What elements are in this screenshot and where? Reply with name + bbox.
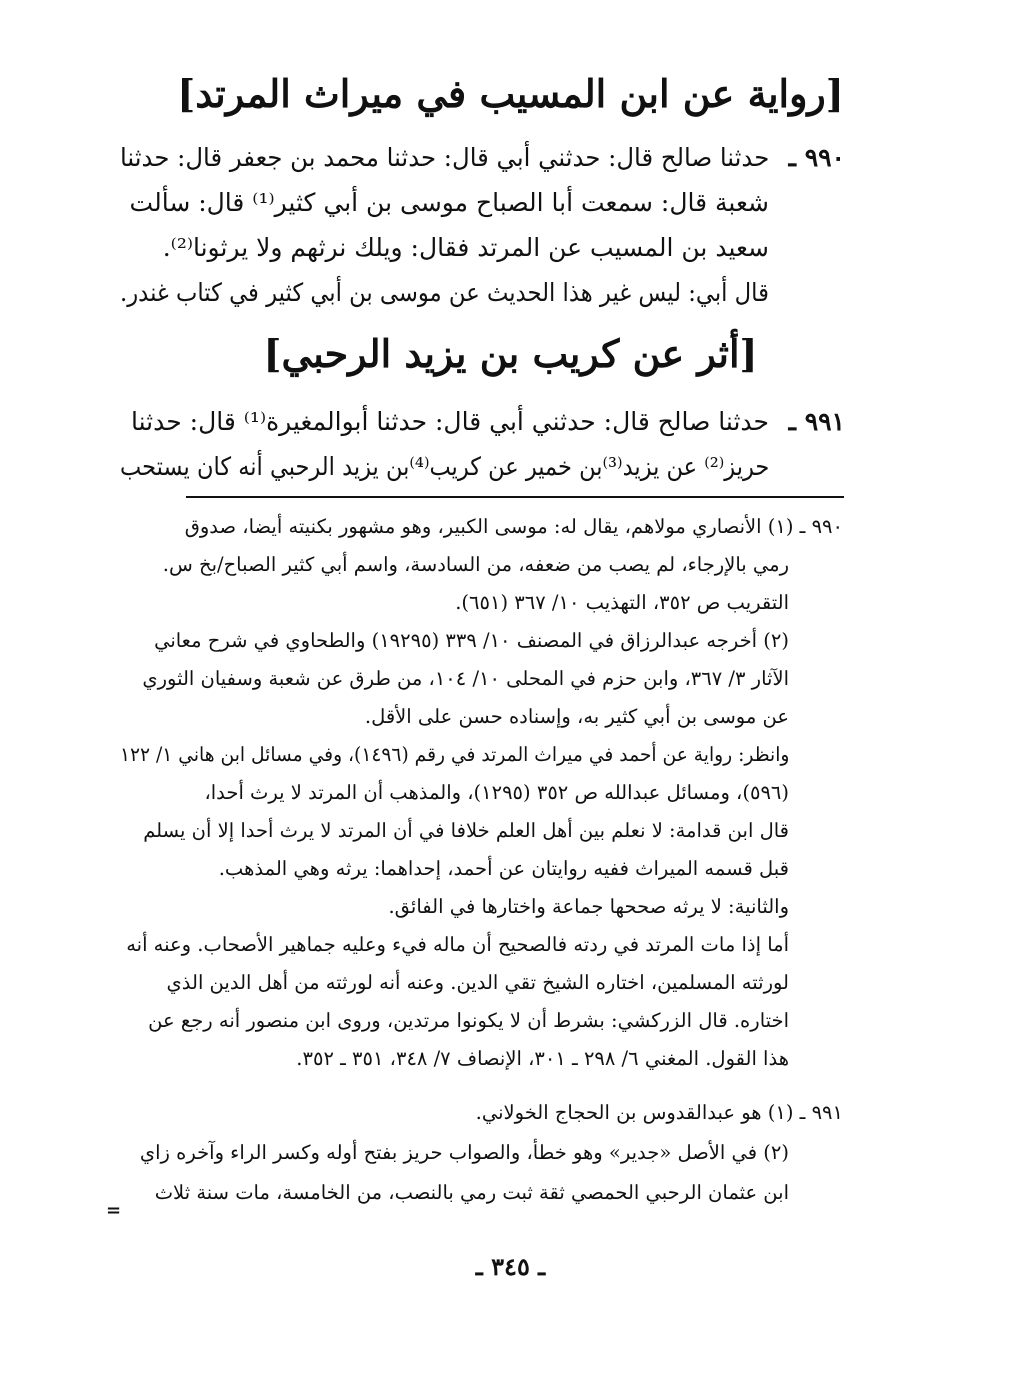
footnote-line: وانظر: رواية عن أحمد في ميراث المرتد في رقم (١٤٩٦)، وفي مسائل ابن هاني ١/ ١٢٢ xyxy=(119,743,789,766)
footnote-line: قال ابن قدامة: لا نعلم بين أهل العلم خلافا في أن المرتد لا يرث أحدا إلا أن يسلم xyxy=(143,819,789,842)
footnote-line: التقريب ص ٣٥٢، التهذيب ١٠/ ٣٦٧ (٦٥١). xyxy=(455,591,789,614)
continuation-mark: = xyxy=(106,1200,122,1221)
footnote-separator xyxy=(186,496,844,498)
narration-number-991: ٩٩١ ـ xyxy=(788,407,845,436)
narration-990-line-2: شعبة قال: سمعت أبا الصباح موسى بن أبي كثير⁽¹⁾ قال: سألت xyxy=(129,188,769,217)
footnote-line: لورثته المسلمين، اختاره الشيخ تقي الدين. وعنه أنه لورثته من أهل الدين الذي xyxy=(166,971,789,994)
narration-990-line-3: سعيد بن المسيب عن المرتد فقال: ويلك نرثهم ولا يرثونا⁽²⁾. xyxy=(162,233,769,262)
footnote-line: (٥٩٦)، ومسائل عبدالله ص ٣٥٢ (١٢٩٥)، والمذهب أن المرتد لا يرث أحدا، xyxy=(204,781,789,804)
narration-number-990: ٩٩٠ ـ xyxy=(788,143,845,172)
narration-990-line-4: قال أبي: ليس غير هذا الحديث عن موسى بن أبي كثير في كتاب غندر. xyxy=(120,278,769,307)
footnote-line: ٩٩١ ـ (١) هو عبدالقدوس بن الحجاج الخولاني. xyxy=(475,1101,843,1124)
footnote-line: أما إذا مات المرتد في ردته فالصحيح أن ماله فيء وعليه جماهير الأصحاب. وعنه أنه xyxy=(126,933,789,956)
footnote-line: والثانية: لا يرثه صححها جماعة واختارها في الفائق. xyxy=(388,895,789,918)
footnote-line: الآثار ٣/ ٣٦٧، وابن حزم في المحلى ١٠/ ١٠٤، من طرق عن شعبة وسفيان الثوري xyxy=(142,667,789,690)
footnote-line: قبل قسمه الميراث ففيه روايتان عن أحمد، إحداهما: يرثه وهي المذهب. xyxy=(218,857,789,880)
footnote-line: اختاره. قال الزركشي: بشرط أن لا يكونوا مرتدين، وروى ابن منصور أنه رجع عن xyxy=(148,1009,789,1032)
footnote-line: هذا القول. المغني ٦/ ٢٩٨ ـ ٣٠١، الإنصاف ٧/ ٣٤٨، ٣٥١ ـ ٣٥٢. xyxy=(296,1047,789,1070)
narration-991-line-2: حريز⁽²⁾ عن يزيد⁽³⁾بن خمير عن كريب⁽⁴⁾بن يزيد الرحبي أنه كان يستحب xyxy=(119,452,769,481)
footnote-line: رمي بالإرجاء، لم يصب من ضعفه، من السادسة، واسم أبي كثير الصباح/بخ س. xyxy=(162,553,789,576)
footnote-line: عن موسى بن أبي كثير به، وإسناده حسن على الأقل. xyxy=(364,705,789,728)
narration-990-line-1: حدثنا صالح قال: حدثني أبي قال: حدثنا محمد بن جعفر قال: حدثنا xyxy=(119,143,769,172)
footnote-line: (٢) أخرجه عبدالرزاق في المصنف ١٠/ ٣٣٩ (١٩٢٩٥) والطحاوي في شرح معاني xyxy=(154,629,789,652)
page-number: ـ ٣٤٥ ـ xyxy=(475,1252,546,1281)
section-heading-kurayb: [أثر عن كريب بن يزيد الرحبي] xyxy=(263,331,758,376)
footnote-line: (٢) في الأصل «جدير» وهو خطأ، والصواب حريز بفتح أوله وكسر الراء وآخره زاي xyxy=(139,1141,789,1164)
footnote-line: ٩٩٠ ـ (١) الأنصاري مولاهم، يقال له: موسى الكبير، وهو مشهور بكنيته أيضا، صدوق xyxy=(184,515,843,538)
section-heading-ibn-al-musayyib: [رواية عن ابن المسيب في ميراث المرتد] xyxy=(177,71,844,116)
narration-991-line-1: حدثنا صالح قال: حدثني أبي قال: حدثنا أبوالمغيرة⁽¹⁾ قال: حدثنا xyxy=(131,407,769,436)
footnote-line: ابن عثمان الرحبي الحمصي ثقة ثبت رمي بالنصب، من الخامسة، مات سنة ثلاث xyxy=(154,1181,789,1204)
